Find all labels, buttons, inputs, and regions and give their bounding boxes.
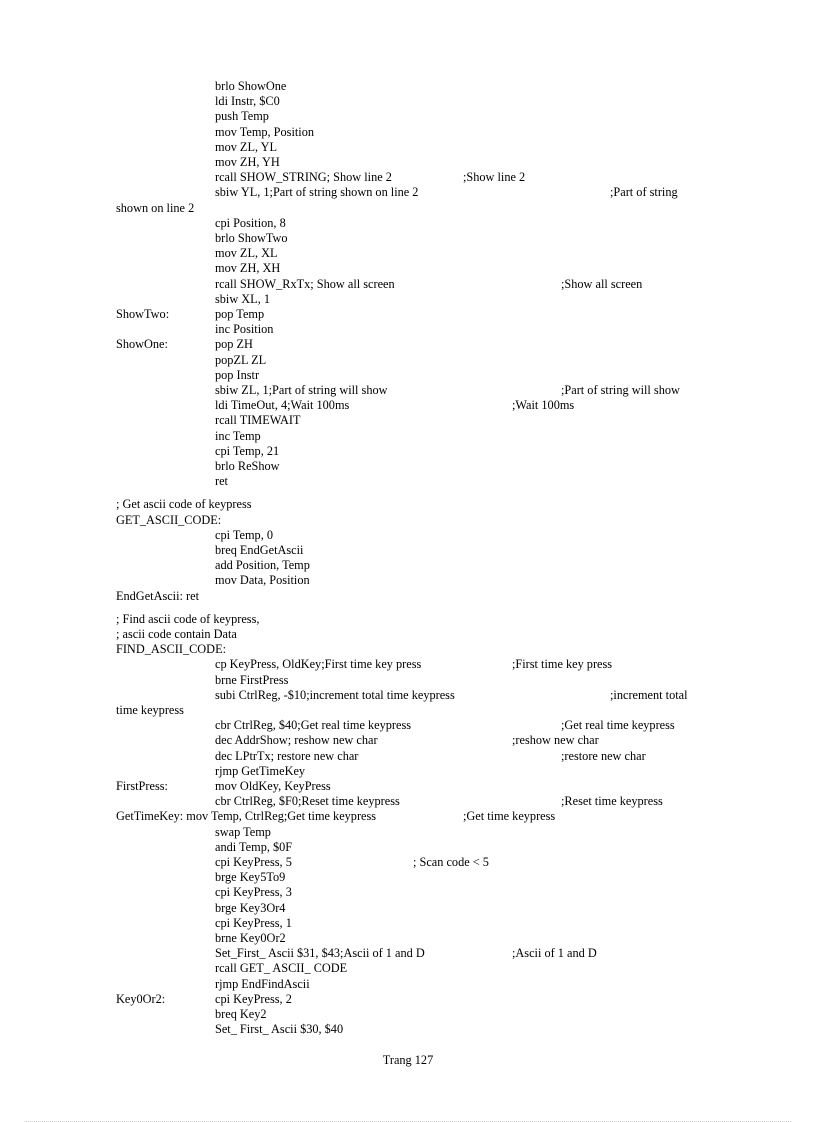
code-comment: ;Get time keypress [463, 809, 556, 824]
page-number: Trang 127 [382, 1053, 434, 1067]
code-instruction: rcall SHOW_STRING; Show line 2 [215, 170, 392, 185]
code-instruction: cpi Temp, 21 [215, 443, 280, 458]
code-line [0, 916, 816, 931]
code-text: ; Find ascii code of keypress, [116, 611, 260, 626]
code-line [0, 201, 816, 216]
code-comment: ;restore new char [561, 748, 646, 763]
code-instruction: breq Key2 [215, 1007, 267, 1021]
code-label: ShowTwo: [116, 307, 170, 321]
code-instruction: mov Data, Position [215, 573, 310, 588]
code-label: ShowOne: [116, 337, 168, 352]
code-instruction: subi CtrlReg, -$10;increment total time keypress [215, 687, 455, 702]
code-comment: ;Get real time keypress [561, 718, 675, 733]
code-line [0, 155, 816, 170]
code-instruction: sbiw XL, 1 [215, 291, 270, 306]
code-instruction: rjmp GetTimeKey [215, 763, 306, 778]
code-instruction: brlo ShowTwo [215, 231, 288, 245]
code-line [0, 840, 816, 855]
code-instruction: brge Key5To9 [215, 870, 286, 885]
code-instruction: mov ZL, YL [215, 139, 278, 154]
code-instruction: Set_ First_ Ascii $30, $40 [215, 1022, 344, 1037]
code-line [0, 855, 816, 870]
code-line [0, 246, 816, 261]
code-instruction: cpi Position, 8 [215, 215, 286, 230]
code-instruction: pop ZH [215, 337, 253, 352]
code-line [0, 353, 816, 368]
code-line [0, 1022, 816, 1037]
code-line [0, 413, 816, 428]
code-instruction: cbr CtrlReg, $F0;Reset time keypress [215, 794, 400, 809]
code-instruction: ret [215, 474, 228, 489]
code-line [0, 170, 816, 185]
code-text: shown on line 2 [116, 200, 195, 215]
code-line [0, 125, 816, 140]
code-text: GET_ASCII_CODE: [116, 512, 222, 527]
code-line [0, 261, 816, 276]
code-instruction: brge Key3Or4 [215, 900, 286, 915]
code-comment: ;First time key press [512, 657, 613, 672]
code-instruction: breq EndGetAscii [215, 543, 304, 557]
code-line [0, 497, 816, 512]
code-instruction: cp KeyPress, OldKey;First time key press [215, 657, 422, 672]
code-instruction: rjmp EndFindAscii [215, 976, 310, 991]
code-line [0, 109, 816, 124]
code-instruction: cbr CtrlReg, $40;Get real time keypress [215, 718, 412, 733]
code-instruction: rcall SHOW_RxTx; Show all screen [215, 276, 395, 291]
code-instruction: dec AddrShow; reshow new char [215, 733, 378, 748]
code-line [0, 627, 816, 642]
code-comment: ; Scan code < 5 [413, 855, 489, 869]
code-instruction: pop Temp [215, 307, 265, 321]
code-instruction: pop Instr [215, 367, 260, 382]
code-text: ; Get ascii code of keypress [116, 497, 252, 512]
code-comment: ;Reset time keypress [561, 794, 663, 809]
code-line [0, 794, 816, 809]
code-line [0, 703, 816, 718]
page-bottom-divider [25, 1121, 791, 1122]
code-instruction: mov OldKey, KeyPress [215, 779, 331, 793]
code-line [0, 718, 816, 733]
code-line [0, 931, 816, 946]
code-line [0, 216, 816, 231]
code-instruction: dec LPtrTx; restore new char [215, 748, 359, 763]
code-comment: ;Show all screen [561, 276, 643, 291]
code-instruction: brlo ShowOne [215, 79, 287, 93]
code-line [0, 94, 816, 109]
code-instruction: mov ZH, YH [215, 155, 280, 169]
code-instruction: rcall GET_ ASCII_ CODE [215, 961, 348, 976]
code-instruction: cpi KeyPress, 3 [215, 885, 292, 900]
code-line [0, 733, 816, 748]
code-line [0, 383, 816, 398]
code-instruction: push Temp [215, 109, 269, 124]
code-instruction: inc Position [215, 322, 274, 337]
code-line [0, 961, 816, 976]
code-line [0, 292, 816, 307]
code-line [0, 1007, 816, 1022]
code-text: EndGetAscii: ret [116, 588, 199, 603]
code-instruction: Set_First_ Ascii $31, $43;Ascii of 1 and D [215, 946, 425, 961]
code-line [0, 749, 816, 764]
code-instruction: rcall TIMEWAIT [215, 413, 301, 428]
code-instruction: brne FirstPress [215, 672, 289, 687]
code-instruction: sbiw YL, 1;Part of string shown on line 2 [215, 185, 419, 200]
code-line [0, 513, 816, 528]
code-line [0, 992, 816, 1007]
code-instruction: ldi TimeOut, 4;Wait 100ms [215, 398, 350, 413]
code-instruction: cpi KeyPress, 2 [215, 991, 292, 1006]
code-line [0, 673, 816, 688]
code-line [0, 368, 816, 383]
code-label: FirstPress: [116, 779, 168, 793]
code-line [0, 657, 816, 672]
code-line [0, 688, 816, 703]
code-instruction: andi Temp, $0F [215, 839, 293, 854]
code-line [0, 459, 816, 474]
code-line [0, 825, 816, 840]
code-text: ; ascii code contain Data [116, 627, 237, 641]
code-line [0, 444, 816, 459]
code-line [0, 946, 816, 961]
code-instruction: mov ZL, XL [215, 246, 278, 261]
code-instruction: add Position, Temp [215, 558, 310, 573]
code-line [0, 277, 816, 292]
code-line [0, 809, 816, 824]
code-comment: ;Part of string [610, 185, 678, 200]
code-comment: ;Ascii of 1 and D [512, 946, 597, 961]
code-text: FIND_ASCII_CODE: [116, 642, 226, 657]
code-line [0, 764, 816, 779]
code-text: time keypress [116, 703, 184, 717]
code-instruction: cpi Temp, 0 [215, 527, 273, 542]
code-line [0, 140, 816, 155]
code-instruction: cpi KeyPress, 5 [215, 855, 292, 869]
code-line [0, 429, 816, 444]
code-label: Key0Or2: [116, 991, 166, 1006]
code-line [0, 543, 816, 558]
code-comment: ;increment total [610, 687, 688, 702]
code-instruction: sbiw ZL, 1;Part of string will show [215, 383, 388, 397]
code-line [0, 528, 816, 543]
code-text: GetTimeKey: mov Temp, CtrlReg;Get time keypress [116, 809, 377, 824]
code-instruction: inc Temp [215, 428, 261, 443]
code-line [0, 231, 816, 246]
code-line [0, 337, 816, 352]
code-comment: ;Show line 2 [463, 170, 526, 185]
code-line [0, 779, 816, 794]
code-instruction: cpi KeyPress, 1 [215, 915, 292, 930]
code-instruction: brlo ReShow [215, 459, 280, 473]
code-line [0, 612, 816, 627]
code-line [0, 977, 816, 992]
code-line [0, 885, 816, 900]
code-line [0, 589, 816, 604]
code-instruction: mov ZH, XH [215, 261, 281, 276]
code-line [0, 474, 816, 489]
code-line [0, 642, 816, 657]
code-instruction: brne Key0Or2 [215, 931, 286, 945]
code-comment: ;Part of string will show [561, 383, 680, 397]
code-line [0, 307, 816, 322]
code-line [0, 573, 816, 588]
code-instruction: swap Temp [215, 824, 271, 839]
code-instruction: mov Temp, Position [215, 124, 315, 139]
code-line [0, 558, 816, 573]
code-instruction: ldi Instr, $C0 [215, 94, 280, 109]
code-line [0, 79, 816, 94]
code-line [0, 870, 816, 885]
code-comment: ;reshow new char [512, 733, 599, 748]
code-line [0, 185, 816, 200]
code-comment: ;Wait 100ms [512, 398, 575, 413]
code-instruction: popZL ZL [215, 352, 267, 367]
code-line [0, 322, 816, 337]
code-line [0, 901, 816, 916]
code-line [0, 398, 816, 413]
